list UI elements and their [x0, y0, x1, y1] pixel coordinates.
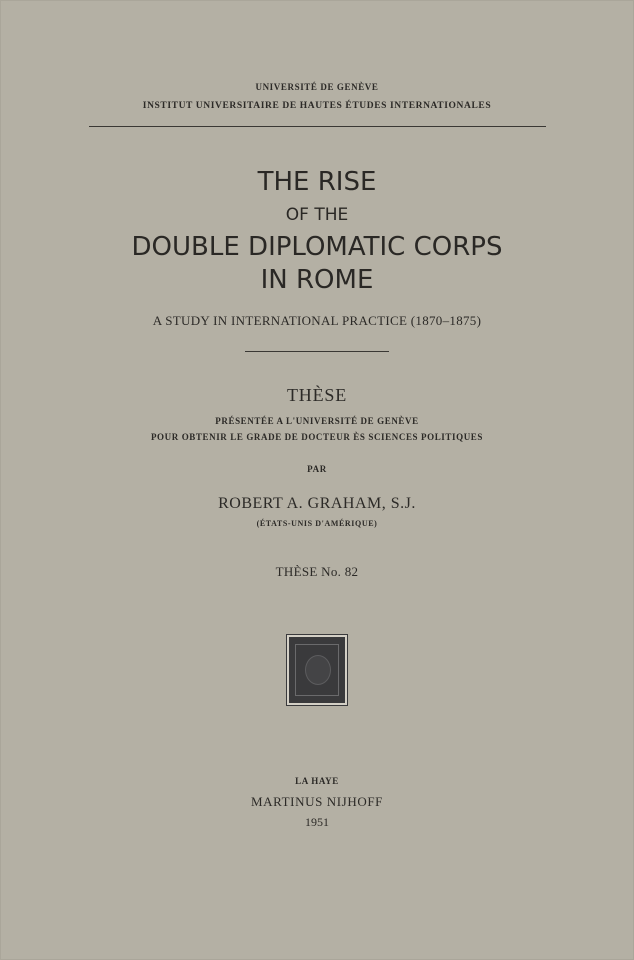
presented-line-2: POUR OBTENIR LE GRADE DE DOCTEUR ÈS SCIENCES POLITIQUES: [150, 432, 484, 442]
author-name: ROBERT A. GRAHAM, S.J.: [218, 495, 416, 512]
by-label: PAR: [307, 464, 327, 474]
subtitle: A STUDY IN INTERNATIONAL PRACTICE (1870–1875): [152, 313, 482, 328]
thesis-label: THÈSE: [287, 385, 347, 405]
author-origin: (ÉTATS-UNIS D'AMÉRIQUE): [256, 519, 378, 528]
title-rule: [245, 351, 389, 352]
presented-line-1: PRÉSENTÉE A L'UNIVERSITÉ DE GENÈVE: [215, 416, 419, 426]
title-line-1: THE RISE: [257, 167, 377, 197]
university-name: UNIVERSITÉ DE GENÈVE: [255, 82, 379, 92]
publisher-city: LA HAYE: [295, 776, 339, 786]
title-line-4: IN ROME: [260, 265, 374, 295]
title-line-3: DOUBLE DIPLOMATIC CORPS: [131, 232, 503, 262]
publisher-emblem-icon: [287, 635, 347, 705]
emblem-frame: [295, 644, 339, 696]
thesis-number: THÈSE No. 82: [275, 564, 359, 579]
title-line-2: OF THE: [285, 205, 349, 225]
publisher-name: MARTINUS NIJHOFF: [251, 794, 383, 809]
header-rule: [89, 126, 546, 127]
publication-year: 1951: [305, 815, 329, 829]
institute-name: INSTITUT UNIVERSITAIRE DE HAUTES ÉTUDES INTERNATIONALES: [142, 101, 492, 111]
